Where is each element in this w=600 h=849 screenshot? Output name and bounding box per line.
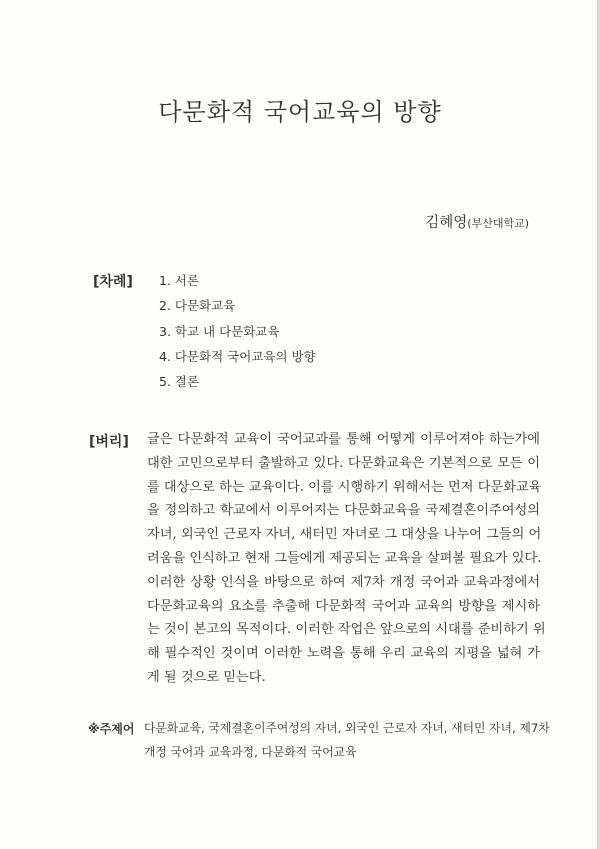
toc-item: 2. 다문화교육 xyxy=(159,298,236,314)
author-affiliation: (부산대학교) xyxy=(467,217,529,230)
toc-item: 1. 서론 xyxy=(159,273,200,288)
abstract-line: 대한 고민으로부터 출발하고 있다. 다문화교육은 기본적으로 모든 이 xyxy=(147,455,540,471)
abstract-line: 는 것이 본고의 목적이다. 이러한 작업은 앞으로의 시대를 준비하기 위 xyxy=(147,622,546,638)
abstract-line: 려움을 인식하고 현재 그들에게 제공되는 교육을 살펴볼 필요가 있다. xyxy=(147,550,542,566)
abstract-line: 다문화교육의 요소를 추출해 다문화적 국어과 교육의 방향을 제시하 xyxy=(147,598,540,614)
abstract-line: 를 대상으로 하는 교육이다. 이를 시행하기 위해서는 먼저 다문화교육 xyxy=(147,479,542,495)
abstract-line: 이러한 상황 인식을 바탕으로 하여 제7차 개정 국어과 교육과정에서 xyxy=(147,574,540,590)
keywords-body xyxy=(144,720,550,768)
keywords-line: 개정 국어과 교육과정, 다문화적 국어교육 xyxy=(144,745,357,759)
toc-item: 3. 학교 내 다문화교육 xyxy=(159,323,280,339)
abstract-label: [벼리] xyxy=(89,434,129,450)
abstract-line: 글은 다문화적 교육이 국어교과를 통해 어떻게 이루어져야 하는가에 xyxy=(147,432,540,447)
author-line xyxy=(425,211,529,232)
keywords-label: ※주제어 xyxy=(88,722,135,736)
author-name: 김혜영 xyxy=(425,215,468,231)
abstract-line: 을 정의하고 학교에서 이루어지는 다문화교육을 국제결혼이주여성의 xyxy=(147,503,540,519)
keywords-line: 다문화교육, 국제결혼이주여성의 자녀, 외국인 근로자 자녀, 새터민 자녀, 제7차 xyxy=(144,721,550,735)
abstract-line: 자녀, 외국인 근로자 자녀, 새터민 자녀로 그 대상을 나누어 그들의 어 xyxy=(147,527,542,543)
abstract-body xyxy=(147,431,546,693)
abstract-line: 해 필수적인 것이며 이러한 노력을 통해 우리 교육의 지평을 넓혀 가 xyxy=(147,646,540,662)
abstract-line: 게 될 것으로 믿는다. xyxy=(147,669,266,685)
toc-item: 5. 결론 xyxy=(159,374,200,390)
paper-title: 다문화적 국어교육의 방향 xyxy=(158,98,442,126)
toc-item: 4. 다문화적 국어교육의 방향 xyxy=(159,348,316,364)
toc-label: [차례] xyxy=(93,274,133,290)
table-of-contents xyxy=(159,273,316,399)
